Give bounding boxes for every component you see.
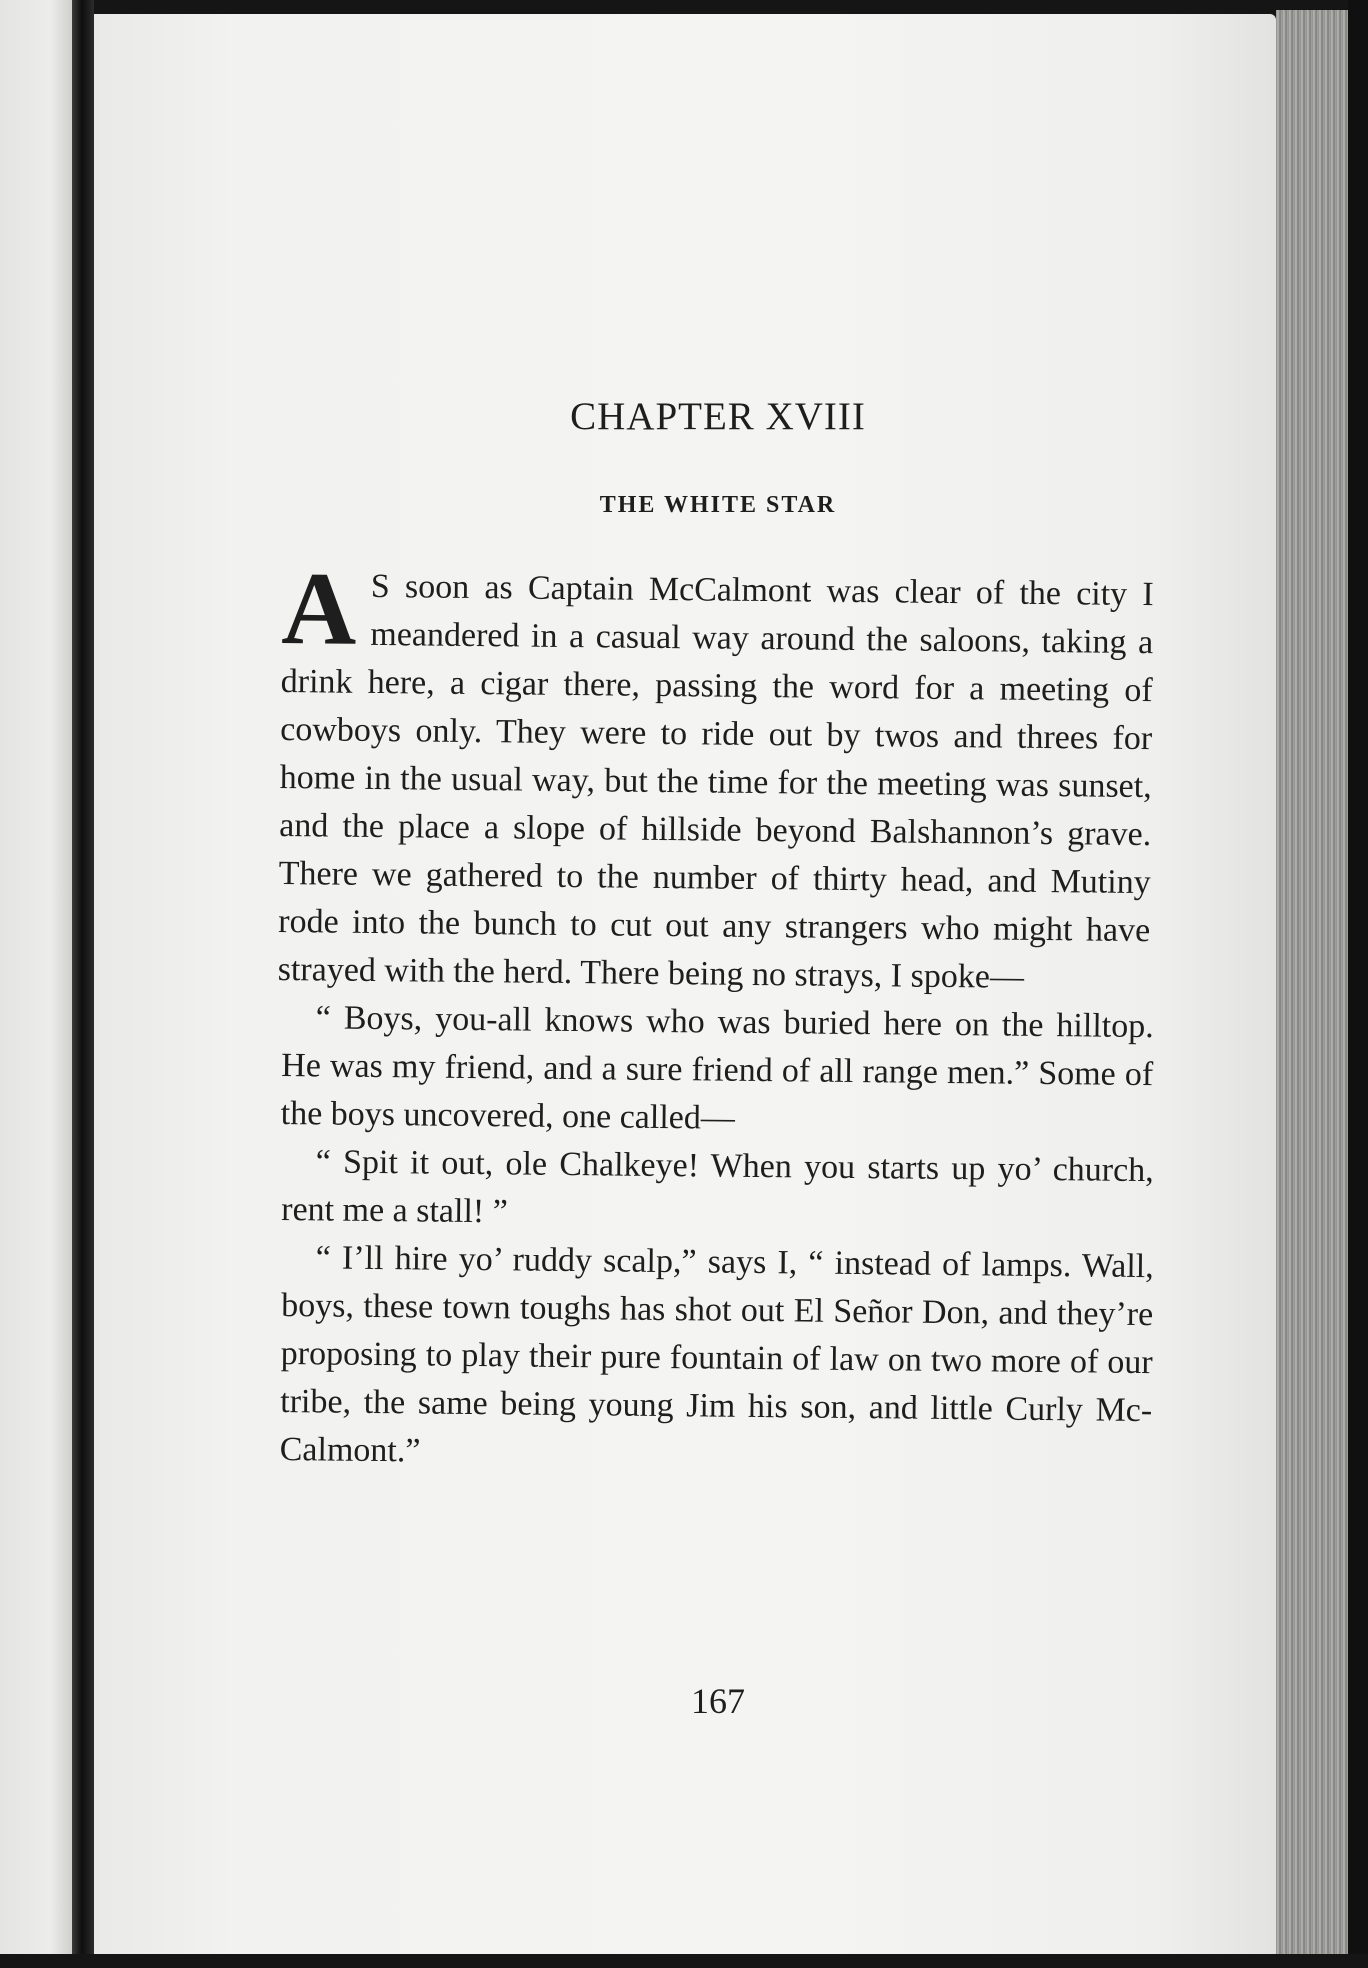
chapter-subtitle: THE WHITE STAR <box>599 492 837 518</box>
paragraph-4: “ I’ll hire yo’ ruddy scalp,” says I, “ instead of lamps. Wall, boys, these town toughs has shot out El Señor Don, and they’re proposing to play their pure fountain of law on two more of our tribe, the same being young Jim his son, and little Curly Mc-Calmont.” <box>279 1239 1154 1470</box>
page-number: 167 <box>691 1681 745 1721</box>
scan-top-border <box>0 0 1368 14</box>
page-edges <box>1276 10 1348 1960</box>
drop-cap: A <box>280 551 358 667</box>
paragraph-3: “ Spit it out, ole Chalkeye! When you starts up yo’ church, rent me a stall! ” <box>281 1143 1154 1231</box>
book-page <box>94 14 1276 1954</box>
scan-bottom-border <box>0 1954 1368 1968</box>
paragraph-2: “ Boys, you-all knows who was buried here on the hilltop. He was my friend, and a sure friend of all range men.” Some of the boys uncovered, one called— <box>280 999 1154 1137</box>
scan-right-border <box>1348 0 1368 1968</box>
body-text <box>277 551 1154 1474</box>
chapter-title: CHAPTER XVIII <box>570 395 866 438</box>
paragraph-1 <box>277 551 1154 1003</box>
book-gutter <box>72 0 94 1968</box>
paragraph-1-text: S soon as Captain McCalmont was clear of the city I meandered in a casual way around the saloons, taking a drink here, a cigar there, passing the word for a meeting of cowboys only. They were to ride out by twos and threes for home in the usual way, but the time for the meeting was sunset, and the place a slope of hillside beyond Balshannon’s grave. There we gathered to the number of thirty head, and Mutiny rode into the bunch to cut out any strangers who might have strayed with the herd. There being no strays, I spoke— <box>277 567 1154 996</box>
left-facing-page-edge <box>0 0 72 1968</box>
